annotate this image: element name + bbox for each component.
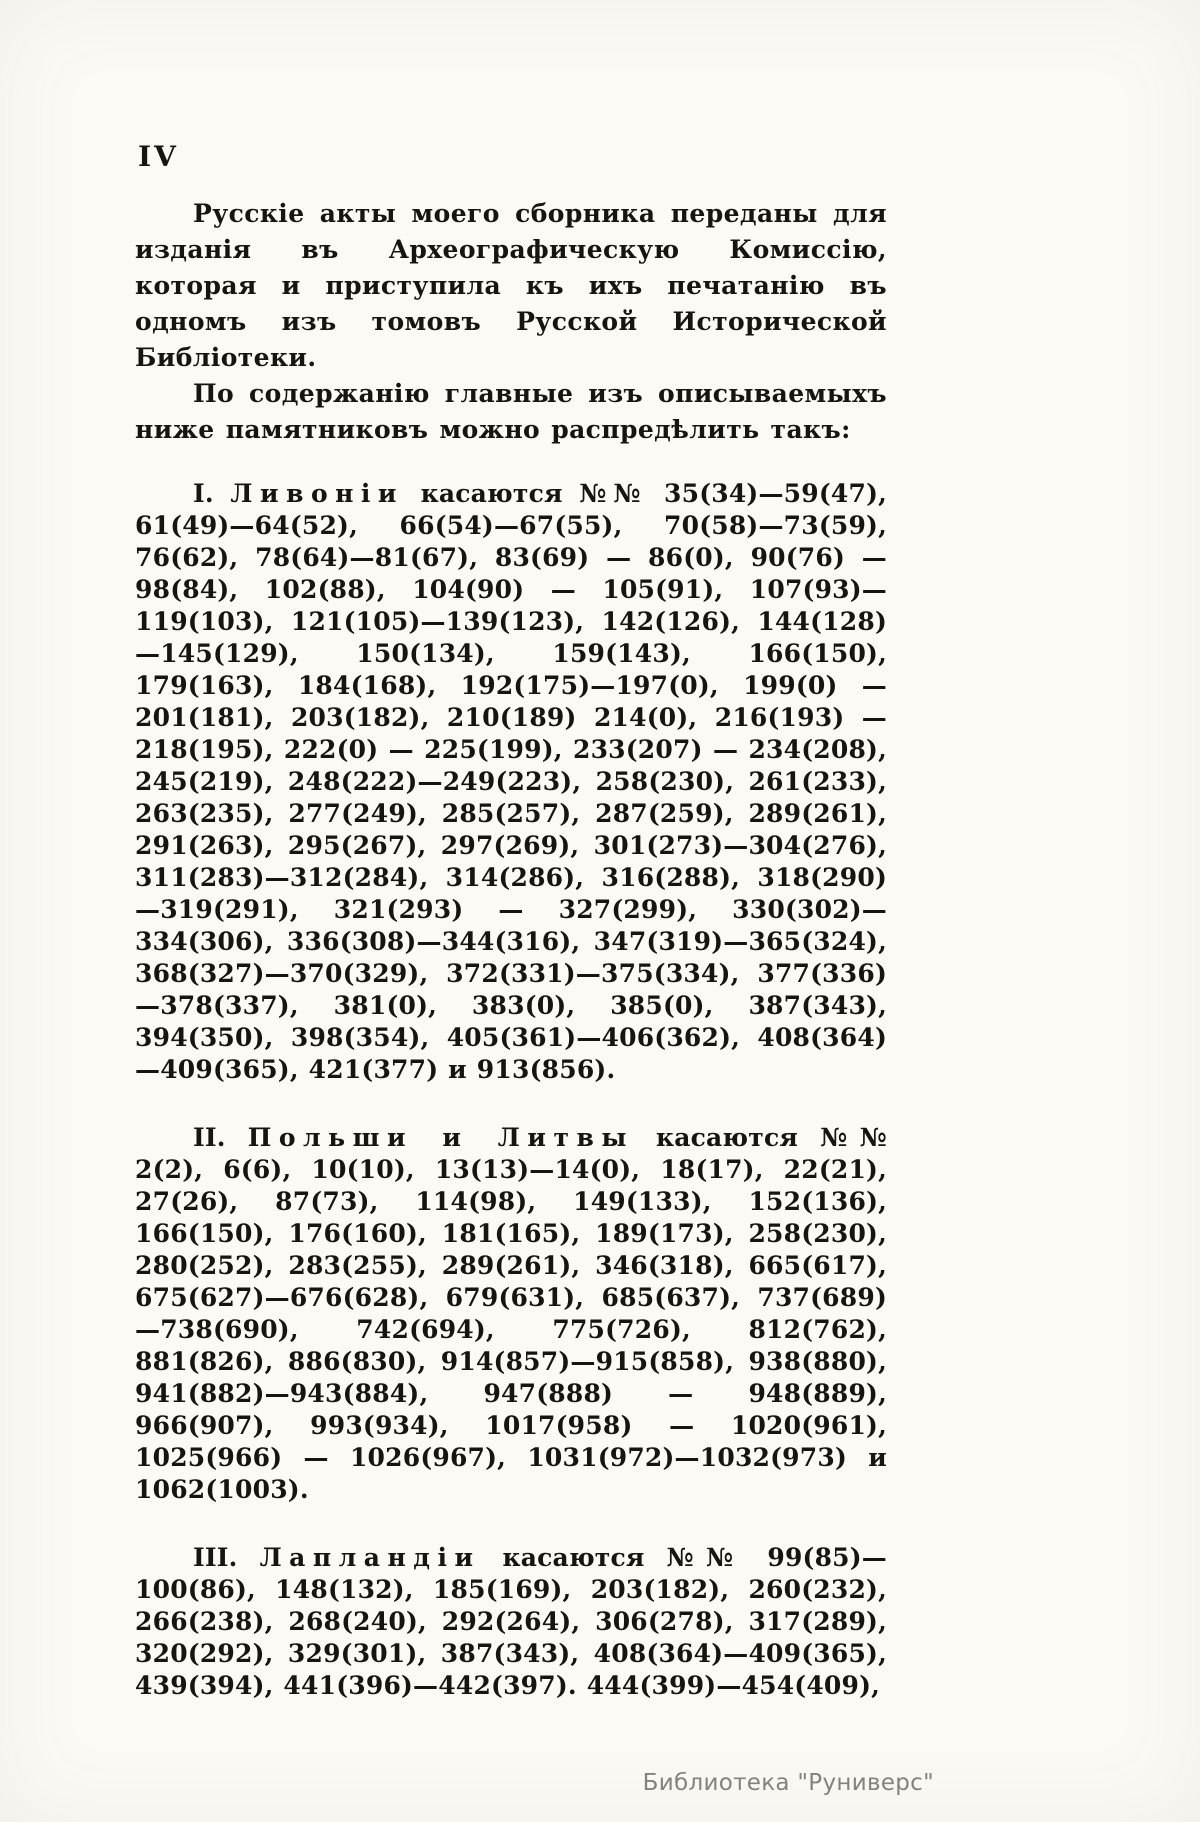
text-block [135, 196, 887, 1702]
section-livonia [135, 478, 887, 1086]
section-title: Польши и Литвы [247, 1123, 634, 1152]
library-watermark: Библиотека "Руниверс" [642, 1770, 934, 1796]
section-label: I. [193, 479, 214, 508]
spacer [135, 1506, 887, 1542]
section-numbers: касаются №№ 2(2), 6(6), 10(10), 13(13)—14(0), 18(17), 22(21), 27(26), 87(73), 114(98), 149(133), 152(136), 166(150), 176(160), 181(165), 189(173), 258(230), 280(252), 283(255), 289(261), 346(318), 665(617), 675(627)—676(628), 679(631), 685(637), 737(689)—738(690), 742(694), 775(726), 812(762), 881(826), 886(830), 914(857)—915(858), 938(880), 941(882)—943(884), 947(888) — 948(889), 966(907), 993(934), 1017(958) — 1020(961), 1025(966) — 1026(967), 1031(972)—1032(973) и 1062(1003). [135, 1123, 888, 1504]
section-lapland [135, 1542, 887, 1702]
section-numbers: касаются №№ 35(34)—59(47), 61(49)—64(52), 66(54)—67(55), 70(58)—73(59), 76(62), 78(64)—81(67), 83(69) — 86(0), 90(76) — 98(84), 102(88), 104(90) — 105(91), 107(93)—119(103), 121(105)—139(123), 142(126), 144(128)—145(129), 150(134), 159(143), 166(150), 179(163), 184(168), 192(175)—197(0), 199(0) — 201(181), 203(182), 210(189) 214(0), 216(193) — 218(195), 222(0) — 225(199), 233(207) — 234(208), 245(219), 248(222)—249(223), 258(230), 261(233), 263(235), 277(249), 285(257), 287(259), 289(261), 291(263), 295(267), 297(269), 301(273)—304(276), 311(283)—312(284), 314(286), 316(288), 318(290)—319(291), 321(293) — 327(299), 330(302)—334(306), 336(308)—344(316), 347(319)—365(324), 368(327)—370(329), 372(331)—375(334), 377(336)—378(337), 381(0), 383(0), 385(0), 387(343), 394(350), 398(354), 405(361)—406(362), 408(364)—409(365), 421(377) и 913(856). [135, 479, 888, 1084]
section-label: III. [193, 1543, 238, 1572]
spacer [135, 448, 887, 478]
spacer [135, 1086, 887, 1122]
intro-paragraph-1: Русскіе акты моего сборника переданы для изданія въ Археографическую Комиссію, которая и приступила къ ихъ печатанію въ одномъ изъ томовъ Русской Исторической Библіотеки. [135, 199, 887, 372]
section-label: II. [193, 1123, 226, 1152]
section-title: Лапландіи [259, 1543, 481, 1572]
intro-paragraph-2: По содержанію главные изъ описываемыхъ ниже памятниковъ можно распредѣлить такъ: [135, 379, 887, 444]
page-number: IV [138, 140, 179, 173]
section-title: Ливоніи [230, 479, 404, 508]
section-numbers: касаются №№ 99(85)—100(86), 148(132), 185(169), 203(182), 260(232), 266(238), 268(240), 292(264), 306(278), 317(289), 320(292), 329(301), 387(343), 408(364)—409(365), 439(394), 441(396)—442(397). 444(399)—454(409), [135, 1543, 887, 1700]
section-poland-lithuania [135, 1122, 887, 1506]
